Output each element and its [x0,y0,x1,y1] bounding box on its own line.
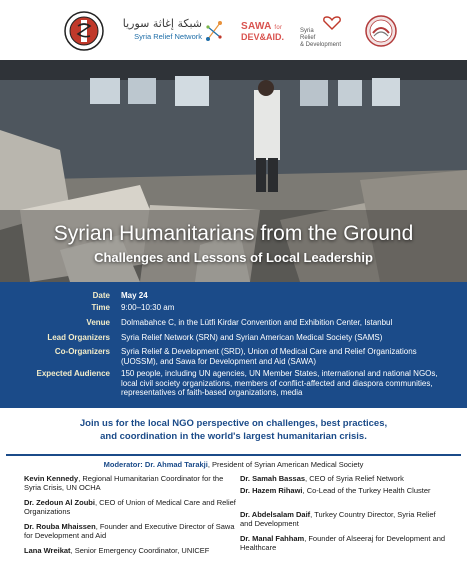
logo-bar [0,0,467,60]
srd-logo-line: Syria [300,28,314,34]
srn-network-icon [204,19,224,43]
speakers-section [6,454,461,561]
detail-value: Syria Relief & Development (SRD), Union of Medical Care and Relief Organizations (UOSSM), and Sawa for Development and Aid (SAWA) [121,347,417,366]
speaker-role: , Regional Humanitarian Coordinator for the Syria Crisis, UN OCHA [24,474,224,492]
moderator-name: Dr. Ahmad Tarakji [144,460,208,469]
speaker-name: Dr. Manal Fahham [240,534,305,543]
moderator-label: Moderator: [103,460,143,469]
srd-logo [300,16,352,50]
speaker-name: Dr. Rouba Mhaissen [24,522,96,531]
speaker-role: , Co-Lead of the Turkey Health Cluster [302,486,431,495]
speaker-name: Dr. Abdelsalam Daif [240,510,311,519]
speaker-entry [24,474,236,492]
moderator-line [6,460,461,469]
detail-label: Lead Organizers [47,333,110,342]
speaker-name: Dr. Zedoun Al Zoubi [24,498,95,507]
sams-logo [64,11,104,51]
speaker-role: , CEO of Union of Medical Care and Relief Organizations [24,498,236,516]
event-title: Syrian Humanitarians from the Ground [53,222,414,245]
event-subtitle: Challenges and Lessons of Local Leadership [94,250,373,265]
sawa-logo-devaid: DEV&AID. [241,32,285,42]
detail-value: 150 people, including UN agencies, UN Member States, international and national NGOs, local civil society organizations, members of conflict-affected and diaspora communities, representatives of faith-based organizations, media [121,369,438,397]
detail-value: Dolmabahce C, in the Lütfi Kirdar Convention and Exhibition Center, Istanbul [121,318,393,327]
moderator-role: , President of Syrian American Medical Society [207,460,364,469]
srd-logo-line: Relief [300,35,316,41]
detail-label: Venue [86,318,110,327]
event-details [0,282,467,408]
speaker-name: Dr. Hazem Rihawi [240,486,303,495]
speaker-role: , Turkey Country Director, Syria Relief and Development [240,510,436,528]
detail-label: Co-Organizers [54,347,110,356]
uossm-emblem-icon [365,15,397,47]
speaker-entry [24,498,236,516]
hero-photo [0,60,467,282]
speaker-role: , CEO of Syria Relief Network [305,474,404,483]
sawa-logo-word: SAWA [241,21,272,32]
detail-value: May 24 [121,291,148,300]
rubble-scene-image [0,60,467,282]
srd-logo-line: & Development [300,42,342,48]
srn-logo-english: Syria Relief Network [134,32,202,41]
speaker-role: , Senior Emergency Coordinator, UNICEF [70,546,210,555]
sawa-logo [241,21,283,47]
srn-logo [114,17,224,47]
detail-value: 9:00–10:30 am [121,303,175,312]
speaker-entry [240,510,446,528]
speaker-name: Kevin Kennedy [24,474,79,483]
speaker-entry [240,474,404,483]
detail-label: Date [92,291,110,300]
speaker-entry [240,486,431,495]
speaker-name: Dr. Samah Bassas [240,474,306,483]
speaker-entry [24,546,209,555]
detail-label: Expected Audience [36,369,110,378]
cta-line: Join us for the local NGO perspective on challenges, best practices, [79,418,388,429]
detail-label: Time [91,303,110,312]
speaker-role: , Founder of Alseeraj for Development and Healthcare [240,534,446,552]
cta-line: and coordination in the world's largest humanitarian crisis. [100,431,367,442]
uossm-logo [365,15,397,47]
speaker-entry [24,522,236,540]
speaker-role: , Founder and Executive Director of Sawa for Development and Aid [24,522,235,540]
sawa-logo-for: for [274,25,283,31]
sams-seal-icon [64,11,104,51]
detail-value: Syria Relief Network (SRN) and Syrian American Medical Society (SAMS) [121,333,383,342]
speaker-name: Lana Wreikat [24,546,71,555]
call-to-action [0,417,467,443]
speaker-entry [240,534,446,552]
srn-logo-arabic: شبكة إغاثة سوريا [122,17,202,30]
